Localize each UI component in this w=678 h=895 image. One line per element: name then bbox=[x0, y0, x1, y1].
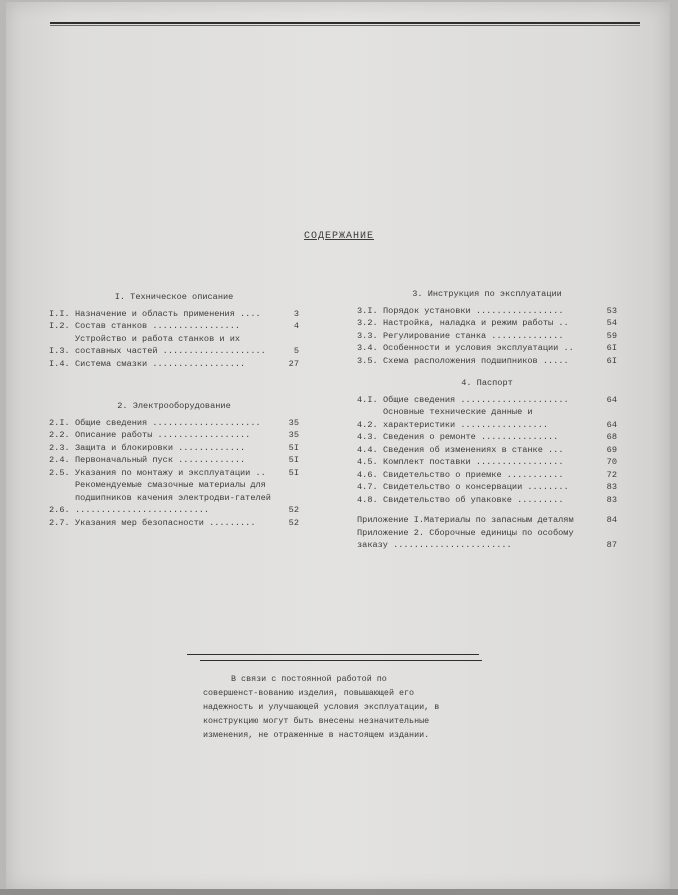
toc-entry bbox=[49, 320, 299, 333]
toc-entry bbox=[49, 417, 299, 430]
toc-entry-number: 3.4. bbox=[357, 343, 378, 353]
toc-entry-text: Система смазки .................. bbox=[75, 358, 246, 369]
toc-entry-number: 4.8. bbox=[357, 494, 378, 505]
toc-entry bbox=[49, 358, 299, 371]
toc-entry-number: 3.I. bbox=[357, 305, 378, 316]
toc-entry-text: Защита и блокировки ............. bbox=[75, 442, 246, 453]
toc-entry-text: Свидетельство об упаковке ......... bbox=[383, 494, 564, 505]
toc-entry bbox=[49, 308, 299, 321]
appendix-entry bbox=[357, 514, 617, 527]
toc-entry-number: 4.5. bbox=[357, 457, 378, 467]
toc-entry-page: 70 bbox=[606, 457, 617, 467]
toc-entry bbox=[357, 444, 617, 457]
toc-entry bbox=[357, 317, 617, 330]
toc-entry-text: Настройка, наладка и режим работы .. bbox=[383, 318, 569, 328]
toc-entry-number: 2.2. bbox=[49, 430, 70, 440]
toc-entry bbox=[357, 494, 617, 507]
toc-entry-number: 4.6. bbox=[357, 469, 378, 480]
toc-entry bbox=[357, 305, 617, 318]
toc-entry-number: I.2. bbox=[49, 321, 70, 331]
toc-entry-page: 59 bbox=[606, 330, 617, 341]
toc-entry bbox=[357, 481, 617, 494]
section-title-1: I. Техническое описание bbox=[114, 292, 234, 302]
toc-entry-page: 72 bbox=[606, 469, 617, 480]
toc-entry-number: 2.6. bbox=[49, 505, 70, 515]
toc-entry-text: Рекомендуемые смазочные материалы для подшипников качения электродви-гателей .......................... bbox=[75, 480, 271, 515]
toc-entry-page: 64 bbox=[606, 419, 617, 430]
toc-entry-page: 83 bbox=[606, 482, 617, 492]
toc-entry-text: Комплект поставки ................. bbox=[383, 457, 564, 467]
toc-entry-text: Сведения о ремонте ............... bbox=[383, 432, 559, 442]
toc-entry-text: Схема расположения подшипников ..... bbox=[383, 355, 569, 366]
toc-entry-number: 2.7. bbox=[49, 517, 70, 528]
toc-entry-page: 52 bbox=[288, 517, 299, 528]
toc-entry-number: 2.3. bbox=[49, 442, 70, 453]
toc-entry-page: 35 bbox=[288, 430, 299, 440]
toc-entry bbox=[357, 330, 617, 343]
toc-entry-page: 5I bbox=[288, 455, 299, 465]
toc-entry-number: 4.7. bbox=[357, 482, 378, 492]
toc-entry bbox=[49, 442, 299, 455]
toc-entry-number: 4.4. bbox=[357, 444, 378, 455]
appendix-page: 84 bbox=[606, 515, 617, 525]
toc-entry bbox=[357, 406, 617, 431]
top-rule-thin bbox=[50, 25, 640, 26]
toc-entry bbox=[357, 431, 617, 444]
toc-entry-text: Состав станков ................. bbox=[75, 321, 241, 331]
toc-entry-text: Общие сведения ..................... bbox=[383, 394, 569, 405]
toc-entry-page: 5I bbox=[288, 442, 299, 453]
toc-entry bbox=[357, 355, 617, 368]
toc-entry-page: 64 bbox=[606, 394, 617, 405]
toc-entry-text: Общие сведения ..................... bbox=[75, 417, 261, 428]
toc-entry bbox=[49, 454, 299, 467]
toc-entry-text: Свидетельство о консервации ........ bbox=[383, 482, 569, 492]
scan-bottom-edge bbox=[0, 889, 678, 895]
section-title-2: 2. Электрооборудование bbox=[117, 401, 231, 411]
toc-entry bbox=[49, 479, 299, 517]
toc-entry-number: I.I. bbox=[49, 308, 70, 319]
toc-entry-number: 2.5. bbox=[49, 467, 70, 478]
toc-entry-page: 5 bbox=[293, 346, 299, 356]
toc-entry-number: 3.3. bbox=[357, 330, 378, 341]
toc-entry-page: 54 bbox=[606, 318, 617, 328]
toc-entry-number: 3.5. bbox=[357, 355, 378, 366]
toc-entry-number: 4.I. bbox=[357, 394, 378, 405]
toc-entry-text: Устройство и работа станков и их составных частей .................... bbox=[75, 333, 266, 356]
toc-entry-text: Описание работы .................. bbox=[75, 430, 251, 440]
toc-entry-number: 4.3. bbox=[357, 432, 378, 442]
section-title-3: 3. Инструкция по эксплуатации bbox=[412, 289, 562, 299]
toc-entry-text: Указания по монтажу и эксплуатации .. bbox=[75, 467, 266, 478]
toc-entry-page: 35 bbox=[288, 417, 299, 428]
section-title-4: 4. Паспорт bbox=[461, 378, 513, 388]
appendix-text: Приложение 2. Сборочные единицы по особому заказу ....................... bbox=[357, 527, 574, 550]
toc-entry-page: 6I bbox=[606, 355, 617, 366]
top-rule bbox=[50, 22, 640, 24]
toc-entry-page: 27 bbox=[288, 358, 299, 369]
toc-left-column bbox=[49, 291, 299, 529]
notice-rule-bottom bbox=[200, 660, 482, 661]
toc-entry-page: 53 bbox=[606, 305, 617, 316]
toc-right-column bbox=[357, 288, 617, 552]
notice-rule-top bbox=[187, 654, 479, 655]
toc-entry-text: Особенности и условия эксплуатации .. bbox=[383, 343, 574, 353]
toc-entry-number: I.3. bbox=[49, 346, 70, 356]
toc-entry-page: 5I bbox=[288, 467, 299, 478]
toc-entry-number: I.4. bbox=[49, 358, 70, 369]
appendix-entry bbox=[357, 527, 617, 552]
toc-entry-page: 3 bbox=[293, 308, 299, 319]
toc-entry-text: Назначение и область применения .... bbox=[75, 308, 261, 319]
toc-entry-text: Основные технические данные и характеристики ................. bbox=[383, 407, 549, 430]
page-title: СОДЕРЖАНИЕ bbox=[303, 231, 374, 242]
toc-entry-text: Сведения об изменениях в станке ... bbox=[383, 444, 564, 455]
toc-entry-page: 52 bbox=[288, 505, 299, 515]
toc-entry-text: Указания мер безопасности ......... bbox=[75, 517, 256, 528]
toc-entry-number: 2.I. bbox=[49, 417, 70, 428]
toc-entry-page: 6I bbox=[606, 343, 617, 353]
toc-entry bbox=[49, 467, 299, 480]
notice-text: В связи с постоянной работой по совершенст-вованию изделия, повышающей его надежность и улучшающей условия эксплуатации, в конструкцию могут быть внесены незначительные изменения, не отраженные в настоящем издании. bbox=[203, 674, 440, 740]
toc-entry-page: 68 bbox=[606, 432, 617, 442]
toc-entry-text: Первоначальный пуск ............. bbox=[75, 455, 246, 465]
toc-entry bbox=[357, 469, 617, 482]
toc-entry-number: 4.2. bbox=[357, 419, 378, 430]
toc-entry-number: 2.4. bbox=[49, 455, 70, 465]
toc-entry-text: Порядок установки ................. bbox=[383, 305, 564, 316]
toc-entry-page: 83 bbox=[606, 494, 617, 505]
toc-entry bbox=[49, 517, 299, 530]
toc-entry bbox=[357, 342, 617, 355]
toc-entry-page: 4 bbox=[293, 321, 299, 331]
toc-entry bbox=[49, 333, 299, 358]
toc-entry-number: 3.2. bbox=[357, 318, 378, 328]
appendix-text: Приложение I.Материалы по запасным деталям bbox=[357, 515, 574, 525]
toc-entry bbox=[49, 429, 299, 442]
toc-entry-text: Свидетельство о приемке ........... bbox=[383, 469, 564, 480]
toc-entry bbox=[357, 456, 617, 469]
toc-entry bbox=[357, 394, 617, 407]
toc-entry-page: 69 bbox=[606, 444, 617, 455]
toc-entry-text: Регулирование станка .............. bbox=[383, 330, 564, 341]
appendix-page: 87 bbox=[606, 540, 617, 550]
